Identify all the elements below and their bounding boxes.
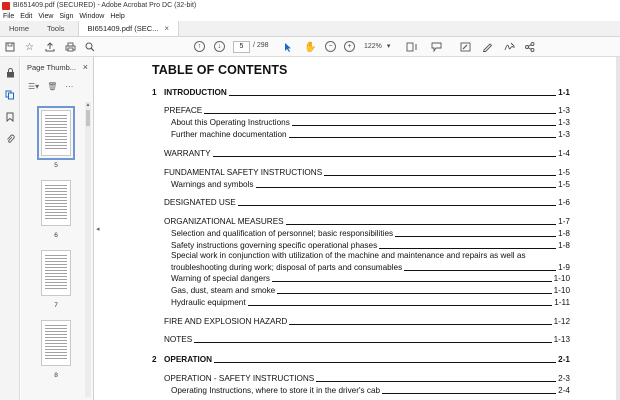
toc-entry[interactable]: troubleshooting during work; disposal of parts and consumables 1-9 — [171, 263, 570, 272]
lock-icon[interactable] — [5, 68, 15, 78]
attachment-icon[interactable] — [5, 134, 15, 144]
search-icon[interactable] — [85, 40, 95, 54]
menu-view[interactable]: View — [38, 12, 54, 20]
page-title: TABLE OF CONTENTS — [152, 63, 288, 77]
tab-tools[interactable]: Tools — [47, 24, 65, 33]
upload-icon[interactable] — [45, 40, 55, 54]
hand-tool-icon[interactable]: ✋ — [304, 41, 317, 53]
toc-entry-line1[interactable]: Special work in conjunction with utilization of the machine and maintenance and repairs as well as — [171, 251, 526, 260]
menu-edit[interactable]: Edit — [20, 12, 33, 20]
thumbnail-label: 5 — [54, 162, 58, 169]
tab-bar — [0, 21, 620, 37]
thumbnail-label: 6 — [54, 232, 58, 239]
tab-document-label: BI651409.pdf (SEC... — [87, 24, 159, 33]
thumbnail-page[interactable] — [41, 320, 71, 366]
toc-entry[interactable]: ORGANIZATIONAL MEASURES 1-7 — [164, 217, 570, 226]
thumbnail-page[interactable] — [41, 110, 71, 156]
zoom-select[interactable] — [364, 41, 394, 53]
star-icon[interactable]: ☆ — [25, 41, 34, 53]
toc-entry[interactable]: Warnings and symbols 1-5 — [171, 180, 570, 189]
next-page-icon[interactable]: ↓ — [214, 41, 225, 52]
tab-home[interactable]: Home — [9, 24, 30, 33]
signature-icon[interactable] — [504, 40, 516, 54]
menu-file[interactable]: File — [3, 12, 15, 20]
acrobat-icon — [2, 2, 10, 10]
bookmark-icon[interactable] — [5, 112, 15, 122]
toc-entry[interactable]: Further machine documentation 1-3 — [171, 130, 570, 139]
title-bar — [0, 0, 620, 11]
toc-entry[interactable]: Selection and qualification of personnel; basic responsibilities 1-8 — [171, 229, 570, 238]
select-cursor-icon[interactable] — [284, 40, 293, 54]
share-icon[interactable] — [524, 40, 535, 54]
toc-entry[interactable]: About this Operating Instructions 1-3 — [171, 118, 570, 127]
thumbnail-scrollbar[interactable] — [85, 102, 91, 397]
tab-document[interactable] — [78, 21, 180, 36]
toc-chapter-number: 2 — [152, 355, 157, 364]
comment-icon[interactable] — [431, 40, 442, 54]
menu-help[interactable]: Help — [110, 12, 125, 20]
toc-entry[interactable]: FUNDAMENTAL SAFETY INSTRUCTIONS 1-5 — [164, 168, 570, 177]
window-title: BI651409.pdf (SECURED) - Adobe Acrobat Pro DC (32-bit) — [13, 2, 197, 9]
toc-chapter-number: 1 — [152, 88, 157, 97]
toc-entry[interactable]: NOTES 1-13 — [164, 335, 570, 344]
print-icon[interactable] — [65, 40, 76, 54]
menu-window[interactable]: Window — [79, 12, 105, 20]
zoom-in-icon[interactable]: + — [344, 41, 355, 52]
thumbnail-page[interactable] — [41, 180, 71, 226]
previous-page-icon[interactable]: ↑ — [194, 41, 205, 52]
options-menu-icon[interactable]: ☰▾ — [28, 81, 40, 91]
toc-entry[interactable]: PREFACE 1-3 — [164, 106, 570, 115]
close-icon[interactable]: × — [82, 62, 88, 72]
page-thumbnails-panel — [21, 57, 94, 400]
toc-entry[interactable]: DESIGNATED USE 1-6 — [164, 198, 570, 207]
toc-entry[interactable]: FIRE AND EXPLOSION HAZARD 1-12 — [164, 317, 570, 326]
panel-header — [21, 57, 94, 77]
toc-entry[interactable]: Safety instructions governing specific operational phases 1-8 — [171, 241, 570, 250]
panel-title: Page Thumb... — [27, 62, 77, 72]
toc-entry[interactable]: Warning of special dangers 1-10 — [171, 274, 570, 283]
thumbnail-tools — [21, 78, 94, 94]
toc-entry[interactable]: Hydraulic equipment 1-11 — [171, 298, 570, 307]
more-options-icon[interactable]: ⋯ — [65, 81, 74, 91]
menu-sign[interactable]: Sign — [59, 12, 74, 20]
save-icon[interactable] — [5, 40, 15, 54]
chevron-down-icon: ▾ — [386, 43, 391, 50]
page-thumbnails-icon[interactable] — [5, 90, 15, 100]
delete-icon[interactable]: 🗑 — [47, 81, 58, 91]
toc-entry[interactable]: WARRANTY 1-4 — [164, 149, 570, 158]
toc-entry[interactable]: Gas, dust, steam and smoke 1-10 — [171, 286, 570, 295]
navigation-rail — [0, 57, 20, 400]
zoom-out-icon[interactable]: − — [325, 41, 336, 52]
toc-entry[interactable]: Operating Instructions, where to store it in the driver's cab 2-4 — [171, 386, 570, 395]
toc-entry[interactable]: OPERATION - SAFETY INSTRUCTIONS 2-3 — [164, 374, 570, 383]
toolbar — [0, 37, 620, 57]
document-view — [104, 57, 620, 400]
thumbnail-page[interactable] — [41, 250, 71, 296]
menu-bar — [0, 11, 620, 21]
zoom-value: 122% — [364, 43, 382, 50]
toc-entry[interactable]: 2 OPERATION 2-1 — [152, 355, 570, 364]
thumbnail-label: 8 — [54, 372, 58, 379]
highlight-icon[interactable] — [460, 40, 471, 54]
pdf-page — [104, 57, 616, 400]
page-number-input[interactable]: 5 — [233, 41, 250, 53]
scroll-up-icon[interactable]: ▲ — [85, 102, 91, 108]
scroll-thumb[interactable] — [86, 110, 90, 126]
thumbnail-label: 7 — [54, 302, 58, 309]
close-icon[interactable]: × — [164, 24, 170, 33]
page-layout-icon[interactable] — [406, 40, 418, 54]
page-total: / 298 — [253, 42, 269, 49]
toc-entry[interactable]: 1 INTRODUCTION 1-1 — [152, 88, 570, 97]
collapse-panel-icon[interactable]: ◂ — [96, 226, 100, 233]
pen-icon[interactable] — [482, 40, 493, 54]
